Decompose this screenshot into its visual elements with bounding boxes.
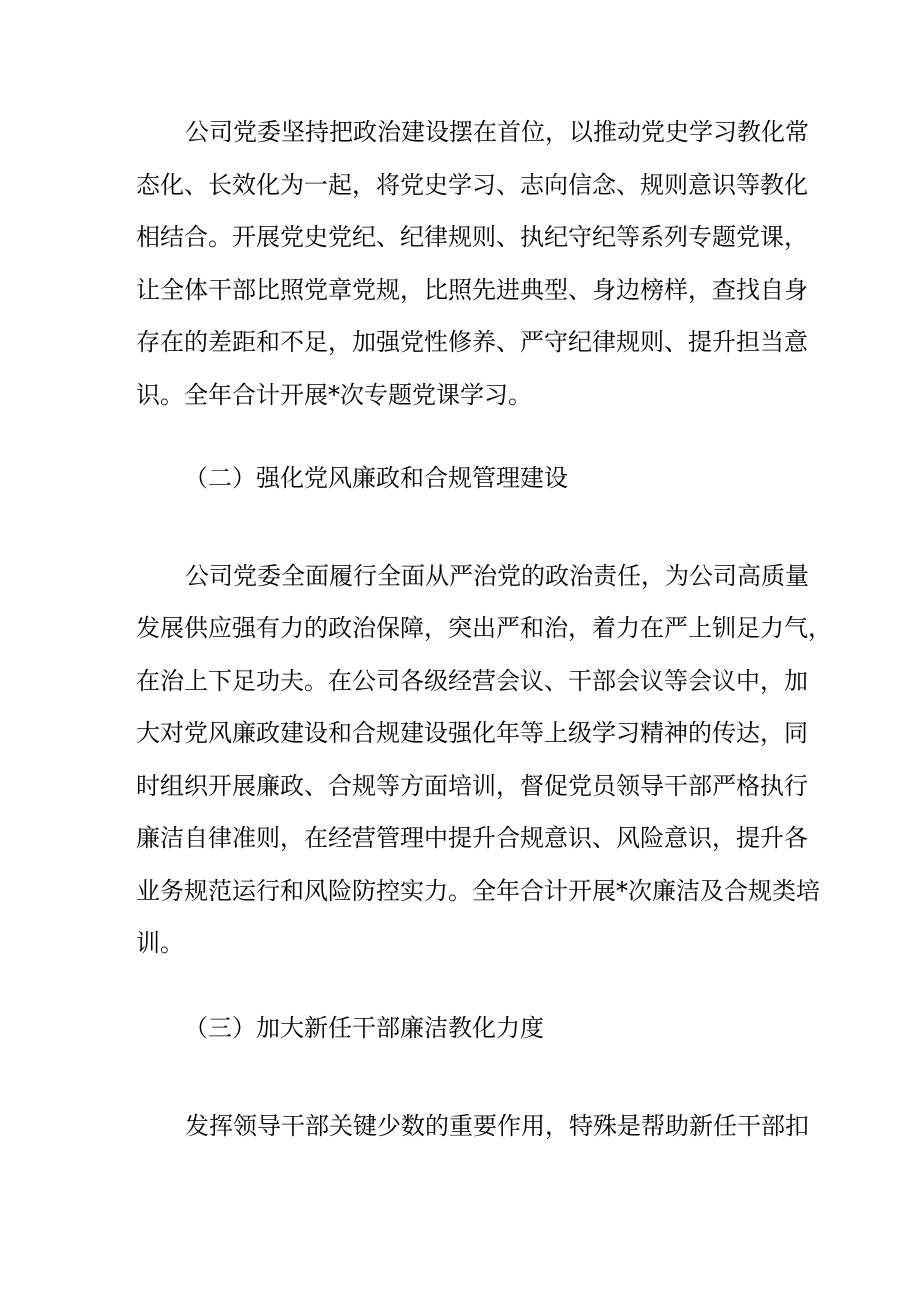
paragraph-line: 训。	[136, 929, 184, 957]
paragraph-line: 发挥领导干部关键少数的重要作用，特殊是帮助新任干部扣	[185, 1112, 809, 1140]
section-heading-2: （二）强化党风廉政和合规管理建设	[184, 464, 568, 492]
paragraph-line: 廉洁自律准则，在经营管理中提升合规意识、风险意识，提升各	[136, 824, 808, 852]
paragraph-line: 存在的差距和不足，加强党性修养、严守纪律规则、提升担当意	[136, 328, 808, 356]
paragraph-line: 相结合。开展党史党纪、纪律规则、执纪守纪等系列专题党课，	[136, 223, 808, 251]
paragraph-line: 让全体干部比照党章党规，比照先进典型、身边榜样，查找自身	[136, 276, 808, 304]
paragraph-line: 业务规范运行和风险防控实力。全年合计开展*次廉洁及合规类培	[136, 877, 820, 905]
paragraph-line: 时组织开展廉政、合规等方面培训，督促党员领导干部严格执行	[136, 772, 808, 800]
paragraph-line: 发展供应强有力的政治保障，突出严和治，着力在严上钏足力气，	[136, 614, 832, 642]
paragraph-line: 识。全年合计开展*次专题党课学习。	[136, 381, 532, 409]
section-heading-3: （三）加大新任干部廉洁教化力度	[184, 1014, 544, 1042]
paragraph-line: 公司党委全面履行全面从严治党的政治责任，为公司高质量	[185, 562, 809, 590]
paragraph-line: 态化、长效化为一起，将党史学习、志向信念、规则意识等教化	[136, 171, 808, 199]
paragraph-line: 大对党风廉政建设和合规建设强化年等上级学习精神的传达，同	[136, 719, 808, 747]
paragraph-line: 公司党委坚持把政治建设摆在首位，以推动党史学习教化常	[185, 118, 809, 146]
paragraph-line: 在治上下足功夫。在公司各级经营会议、干部会议等会议中，加	[136, 667, 808, 695]
